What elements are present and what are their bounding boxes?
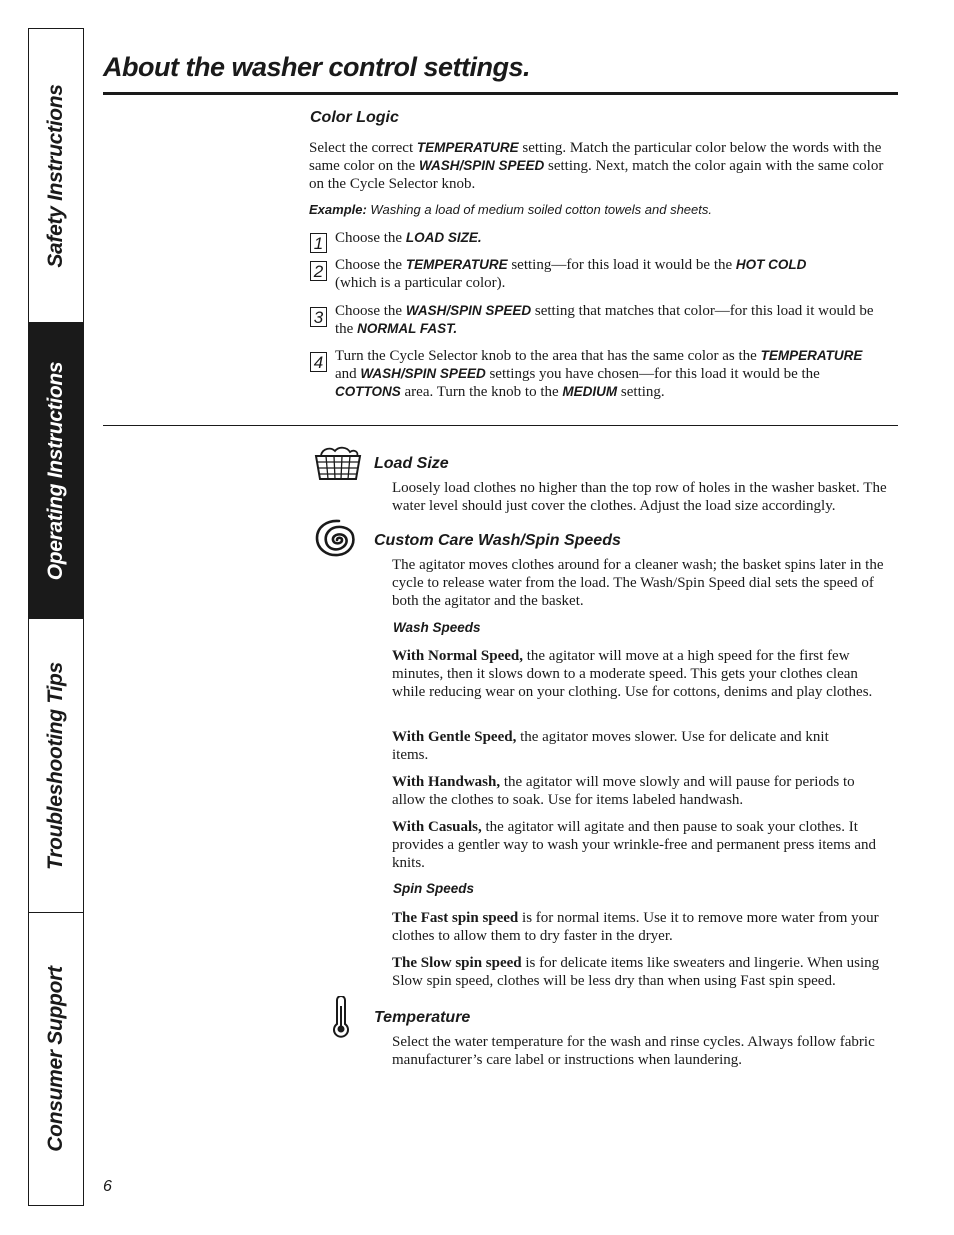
- text: (which is a particular color).: [335, 275, 506, 291]
- keyword: WASH/SPIN SPEED: [360, 366, 486, 381]
- text: Turn the Cycle Selector knob to the area that has the same color as the: [335, 348, 761, 364]
- text: Choose the: [335, 230, 406, 246]
- text: Choose the: [335, 257, 406, 273]
- wash-speed-normal: [392, 647, 874, 701]
- page-title: About the washer control settings.: [103, 52, 531, 82]
- text: Choose the: [335, 303, 406, 319]
- text: setting.: [617, 384, 665, 400]
- text: area. Turn the knob to the: [400, 384, 563, 400]
- lead: With Casuals,: [392, 819, 482, 835]
- tab-label: Consumer Support: [44, 965, 67, 1152]
- text: the agitator will agitate and then pause to soak your clothes. It provides a gentler way to wash your wrinkle-free and permanent press items and knits.: [392, 819, 877, 871]
- text: setting—for this load it would be the: [507, 257, 736, 273]
- step-number: 1: [310, 233, 327, 253]
- keyword: HOT COLD: [735, 257, 807, 272]
- example-line: [309, 202, 712, 217]
- tab-safety-instructions[interactable]: [29, 29, 83, 322]
- section-tabs: [28, 28, 84, 1206]
- color-logic-heading: Color Logic: [310, 109, 399, 126]
- load-size-text: Loosely load clothes no higher than the top row of holes in the washer basket. The water level should just cover the clothes. Adjust the load size accordingly.: [392, 480, 887, 514]
- text: setting. Next, match the color again with the same color on the Cycle Selector knob.: [309, 158, 884, 192]
- text: the agitator will move slowly and will pause for periods to allow the clothes to soak. Use for items labeled handwash.: [392, 774, 855, 808]
- tab-label: Safety Instructions: [44, 83, 67, 268]
- spin-speeds-heading: Spin Speeds: [393, 881, 475, 896]
- tab-consumer-support[interactable]: [29, 912, 83, 1204]
- temperature-heading: Temperature: [374, 1009, 471, 1026]
- lead: With Gentle Speed,: [392, 729, 517, 745]
- keyword: TEMPERATURE: [760, 348, 863, 363]
- thermometer-icon: [330, 996, 352, 1038]
- spin-speed-fast: [392, 909, 886, 945]
- example-label: Example:: [309, 202, 367, 217]
- tab-operating-instructions[interactable]: [29, 322, 83, 618]
- keyword: MEDIUM: [562, 384, 618, 399]
- keyword: WASH/SPIN SPEED: [418, 158, 545, 173]
- wash-speed-casuals: [392, 818, 898, 872]
- wash-speed-gentle: [392, 728, 832, 764]
- temperature-text: Select the water temperature for the wash and rinse cycles. Always follow fabric manufacturer’s care label or instructions when laundering.: [392, 1034, 875, 1068]
- basket-icon: [313, 445, 363, 483]
- color-logic-intro: [309, 139, 889, 193]
- keyword: TEMPERATURE: [405, 257, 508, 272]
- keyword: WASH/SPIN SPEED: [405, 303, 532, 318]
- lead: With Normal Speed,: [392, 648, 523, 664]
- custom-care-heading: Custom Care Wash/Spin Speeds: [374, 532, 621, 549]
- page-number: 6: [103, 1178, 112, 1195]
- step-number: 4: [310, 352, 327, 372]
- step-1-text: [335, 229, 895, 247]
- text: Select the correct: [309, 140, 417, 156]
- step-4-text: [335, 347, 880, 401]
- step-3-text: [335, 302, 875, 338]
- keyword: LOAD SIZE.: [405, 230, 482, 245]
- text: is for normal items. Use it to remove more water from your clothes to allow them to dry faster in the dryer.: [392, 910, 879, 944]
- example-text: Washing a load of medium soiled cotton towels and sheets.: [366, 202, 712, 217]
- tab-label: Troubleshooting Tips: [44, 661, 67, 870]
- text: and: [335, 366, 361, 382]
- text: settings you have chosen—for this load it would be the: [485, 366, 820, 382]
- text: the agitator moves slower. Use for delicate and knit items.: [392, 729, 829, 763]
- title-divider: [103, 92, 898, 95]
- spiral-icon: [313, 517, 363, 561]
- load-size-heading: Load Size: [374, 455, 449, 472]
- custom-care-text: The agitator moves clothes around for a cleaner wash; the basket spins later in the cycle to release water from the load. The Wash/Spin Speed dial sets the speed of both the agitator and the basket.: [392, 557, 884, 609]
- tab-troubleshooting-tips[interactable]: [29, 618, 83, 912]
- step-2-text: [335, 256, 895, 292]
- wash-speed-handwash: [392, 773, 882, 809]
- text: the agitator will move at a high speed for the first few minutes, then it slows down to a moderate speed. This gets your clothes clean while reducing wear on your clothing. Use for cottons, denims and play clothes.: [392, 648, 873, 700]
- text: setting that matches that color—for this load it would be the: [335, 303, 874, 337]
- spin-speed-slow: [392, 954, 902, 990]
- step-number: 3: [310, 307, 327, 327]
- lead: The Slow spin speed: [392, 955, 522, 971]
- text: is for delicate items like sweaters and lingerie. When using Slow spin speed, clothes will be less dry than when using Fast spin speed.: [392, 955, 880, 989]
- step-number: 2: [310, 261, 327, 281]
- section-divider: [103, 425, 898, 426]
- keyword: NORMAL FAST.: [357, 321, 458, 336]
- wash-speeds-heading: Wash Speeds: [393, 620, 481, 635]
- keyword: TEMPERATURE: [416, 140, 519, 155]
- text: setting. Match the particular color below the words with the same color on the: [309, 140, 882, 174]
- lead: With Handwash,: [392, 774, 501, 790]
- tab-label: Operating Instructions: [44, 361, 67, 580]
- lead: The Fast spin speed: [392, 910, 519, 926]
- keyword: COTTONS: [335, 384, 401, 399]
